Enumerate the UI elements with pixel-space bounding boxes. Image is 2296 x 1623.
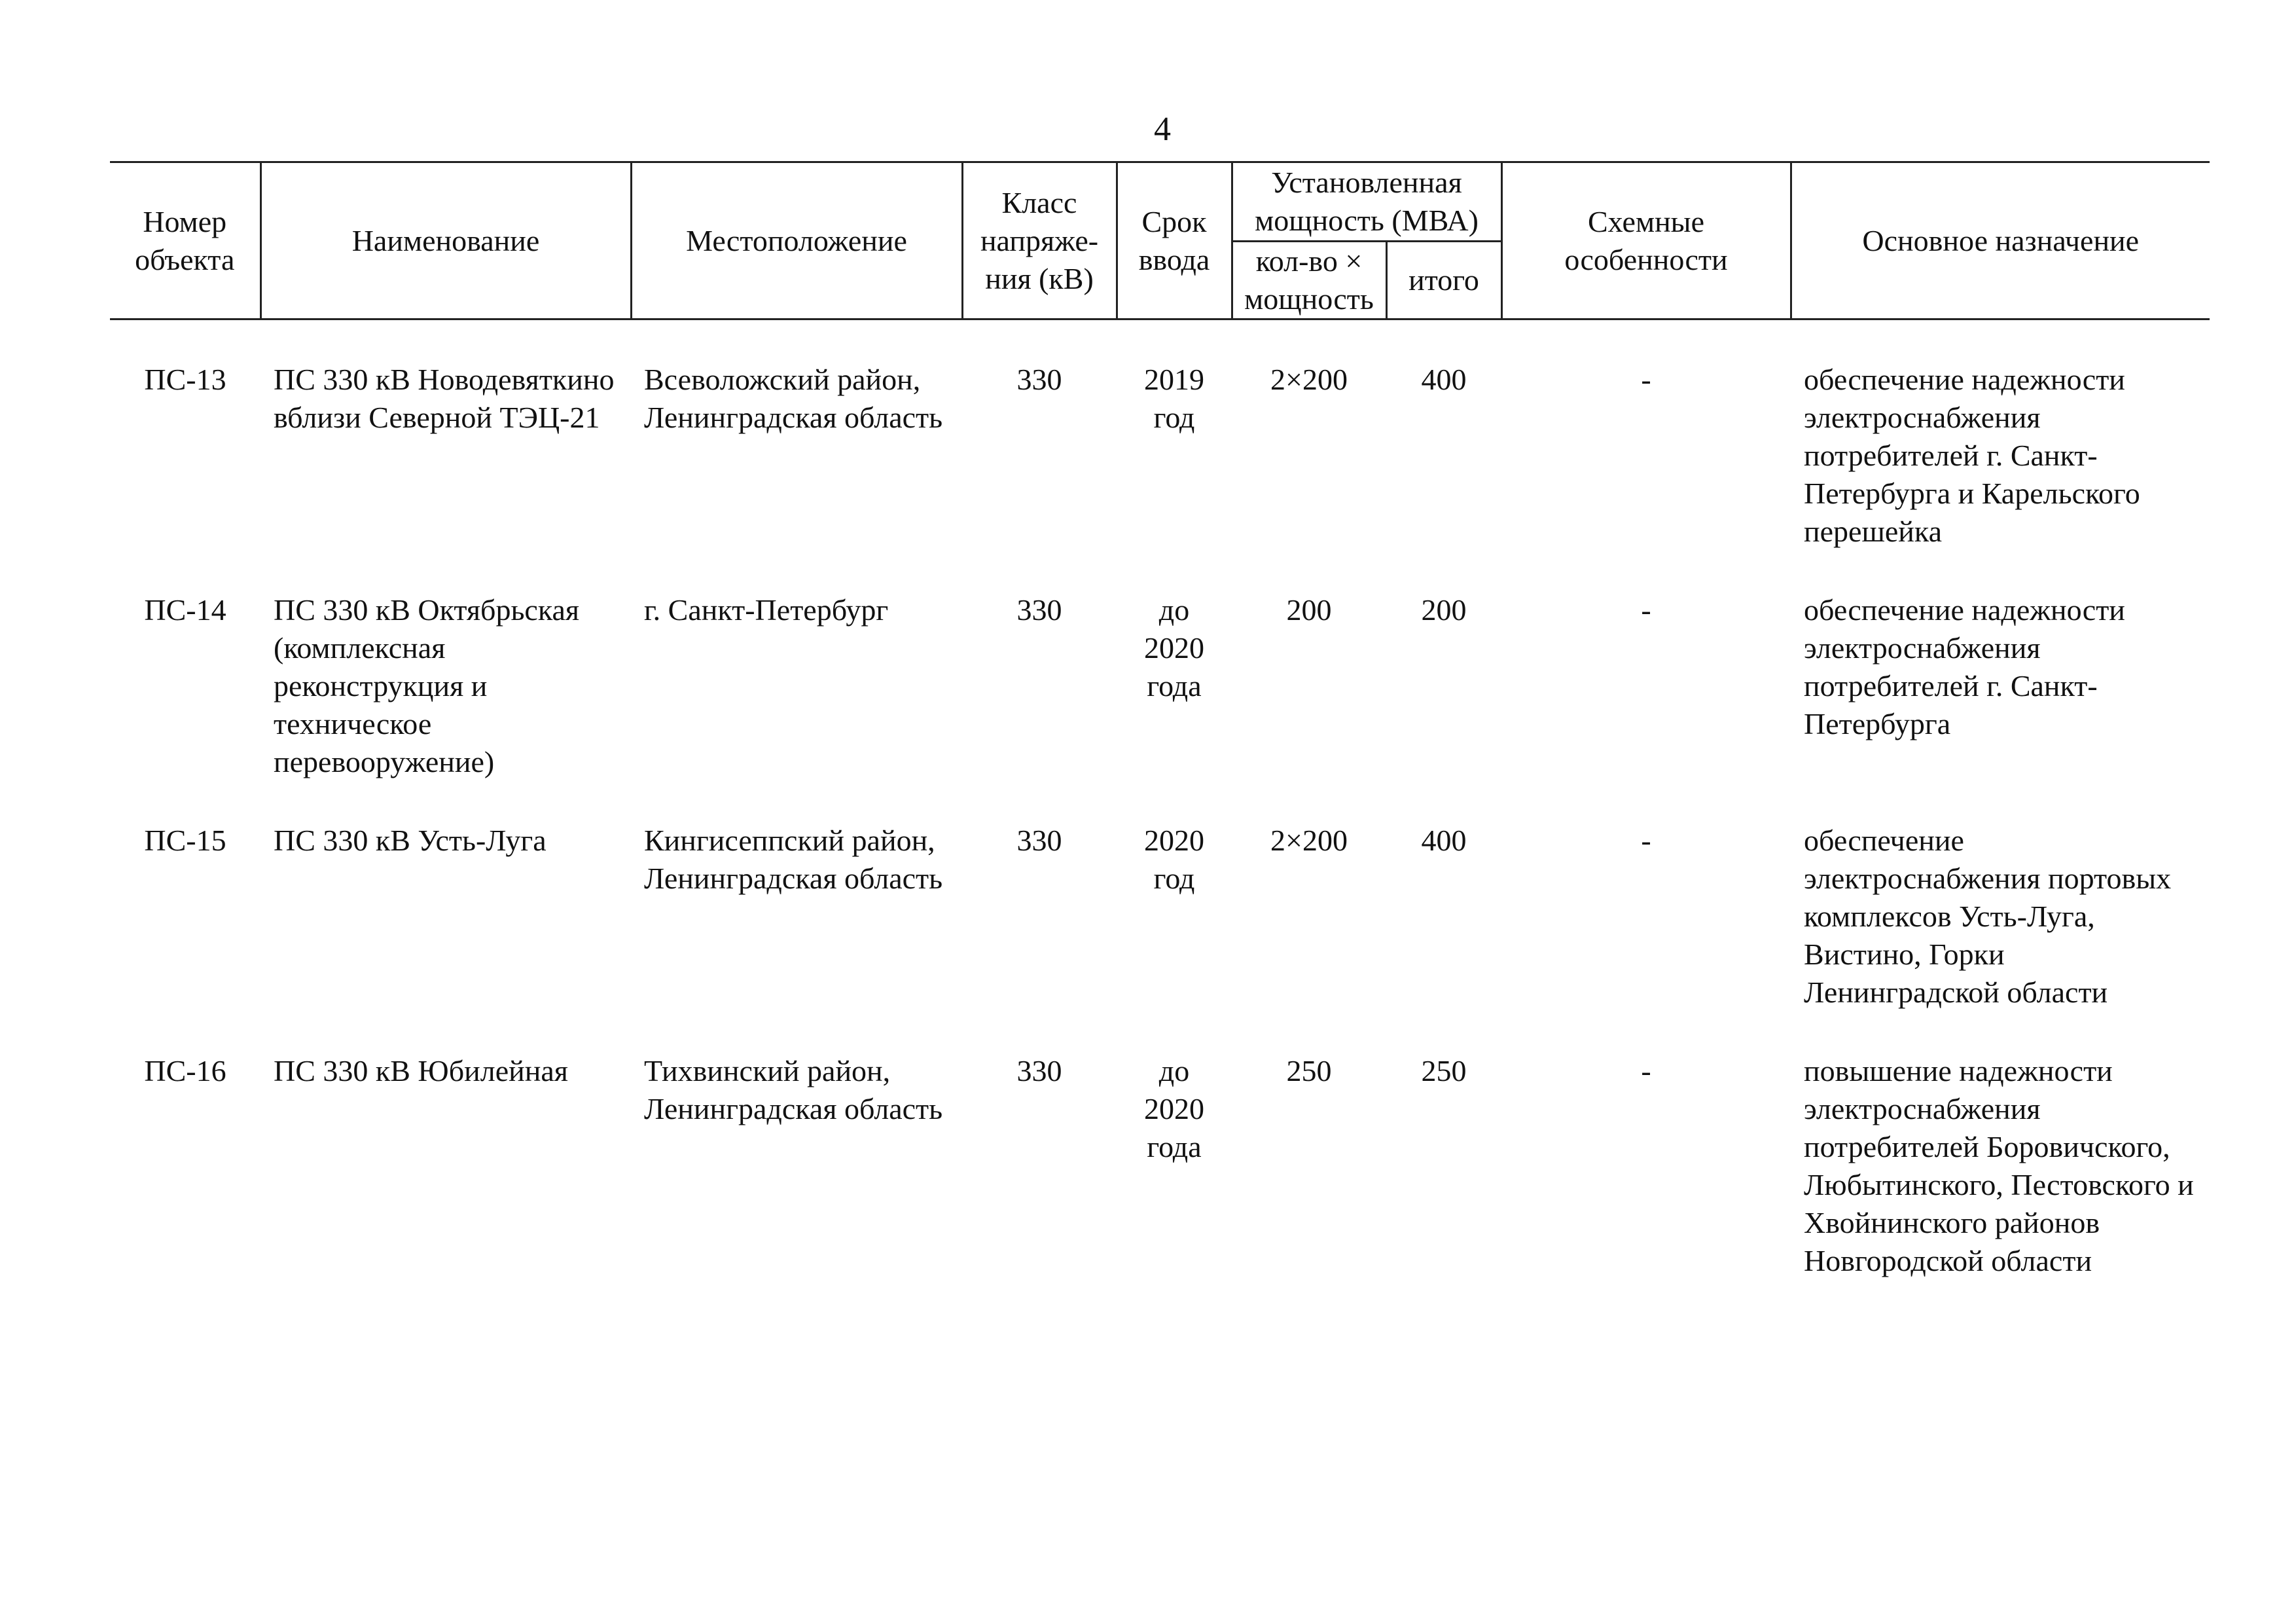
cell-voltage: 330	[1016, 1054, 1062, 1087]
page-number: 4	[1154, 111, 1171, 148]
cell-qty-power: 2×200	[1270, 824, 1348, 857]
table-body	[110, 319, 2210, 1281]
table-row	[110, 319, 2210, 551]
table-row	[110, 1012, 2210, 1280]
cell-scheme: -	[1641, 593, 1651, 627]
cell-total: 400	[1421, 824, 1467, 857]
cell-purpose: повышение надежности электроснабжения потребителей Боровичского, Любытинского, Пестовского и Хвойнинского районов Новгородской области	[1804, 1054, 2194, 1277]
cell-total: 200	[1421, 593, 1467, 627]
cell-term: 2019 год	[1144, 363, 1204, 434]
cell-location: Кингисеппский район, Ленинградская область	[644, 824, 943, 895]
cell-term: 2020 год	[1144, 824, 1204, 895]
header-object-number: Номер объекта	[110, 162, 260, 319]
header-commissioning: Срок ввода	[1117, 162, 1232, 319]
substations-table	[110, 161, 2210, 1280]
header-location: Местоположение	[631, 162, 962, 319]
cell-purpose: обеспечение надежности электроснабжения потребителей г. Санкт-Петербурга и Карельского перешейка	[1804, 363, 2140, 548]
cell-scheme: -	[1641, 1054, 1651, 1087]
cell-purpose: обеспечение электроснабжения портовых комплексов Усть-Луга, Вистино, Горки Ленинградской области	[1804, 824, 2172, 1009]
cell-qty-power: 2×200	[1270, 363, 1348, 396]
cell-voltage: 330	[1016, 593, 1062, 627]
cell-purpose: обеспечение надежности электроснабжения потребителей г. Санкт-Петербурга	[1804, 593, 2125, 740]
cell-object-number: ПС-14	[144, 593, 226, 627]
table-row	[110, 781, 2210, 1012]
cell-term: до 2020 года	[1144, 593, 1204, 702]
cell-qty-power: 200	[1286, 593, 1332, 627]
header-voltage-class: Класс напряже-ния (кВ)	[962, 162, 1117, 319]
cell-total: 400	[1421, 363, 1467, 396]
header-installed-capacity: Установленная мощность (МВА)	[1232, 162, 1501, 242]
table-header	[110, 162, 2210, 319]
cell-name: ПС 330 кВ Усть-Луга	[274, 824, 547, 857]
cell-name: ПС 330 кВ Новодевяткино вблизи Северной ТЭЦ-21	[274, 363, 615, 434]
cell-location: г. Санкт-Петербург	[644, 593, 889, 627]
cell-object-number: ПС-16	[144, 1054, 226, 1087]
cell-scheme: -	[1641, 824, 1651, 857]
cell-voltage: 330	[1016, 363, 1062, 396]
cell-qty-power: 250	[1286, 1054, 1332, 1087]
header-scheme-features: Схемные особенности	[1501, 162, 1791, 319]
cell-object-number: ПС-15	[144, 824, 226, 857]
cell-term: до 2020 года	[1144, 1054, 1204, 1163]
cell-total: 250	[1421, 1054, 1467, 1087]
cell-object-number: ПС-13	[144, 363, 226, 396]
cell-location: Всеволожский район, Ленинградская область	[644, 363, 943, 434]
cell-scheme: -	[1641, 363, 1651, 396]
header-capacity-total: итого	[1386, 242, 1501, 319]
header-name: Наименование	[260, 162, 631, 319]
header-capacity-qty: кол-во × мощность	[1232, 242, 1386, 319]
cell-name: ПС 330 кВ Юбилейная	[274, 1054, 568, 1087]
table-row	[110, 551, 2210, 781]
cell-name: ПС 330 кВ Октябрьская (комплексная реконструкция и техническое перевооружение)	[274, 593, 580, 778]
cell-voltage: 330	[1016, 824, 1062, 857]
header-main-purpose: Основное назначение	[1791, 162, 2210, 319]
cell-location: Тихвинский район, Ленинградская область	[644, 1054, 943, 1125]
